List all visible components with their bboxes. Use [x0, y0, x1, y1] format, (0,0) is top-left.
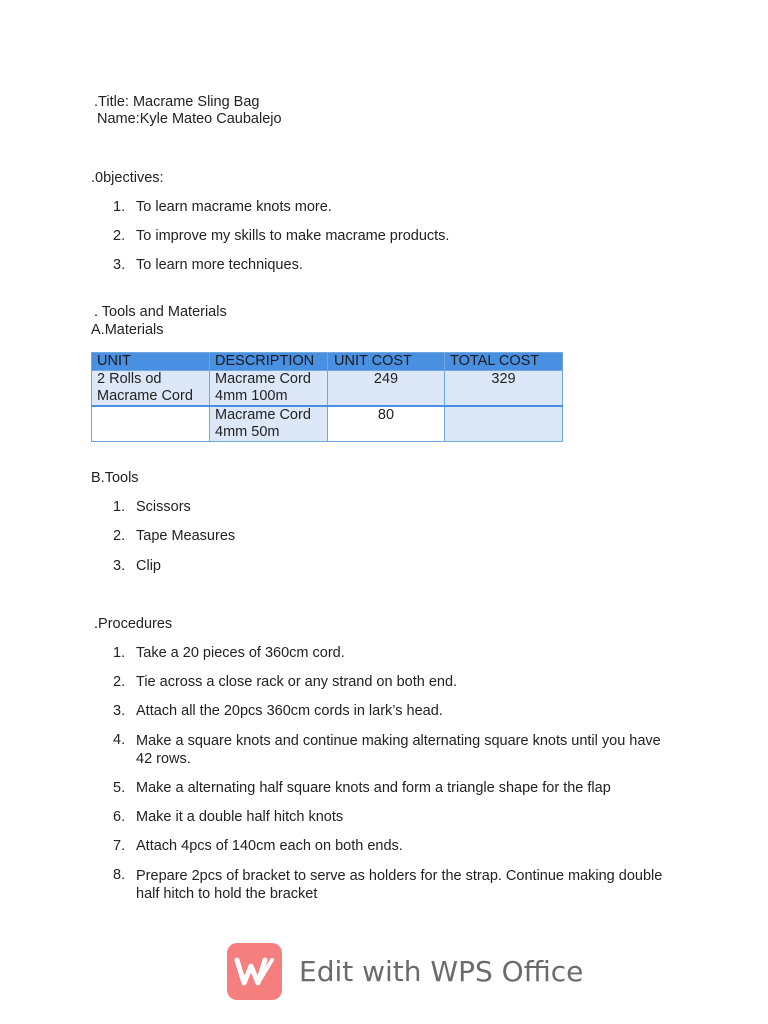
- tools-heading: B.Tools: [91, 470, 139, 486]
- procedures-heading: .Procedures: [94, 616, 173, 632]
- table-cell: [92, 406, 210, 442]
- wps-watermark[interactable]: [227, 943, 584, 1003]
- list-item: 7. Attach 4pcs of 140cm each on both ends.: [113, 838, 403, 854]
- name-line: Name:Kyle Mateo Caubalejo: [97, 111, 282, 127]
- table-cell: Macrame Cord 4mm 100m: [210, 371, 328, 407]
- list-item: 1. Take a 20 pieces of 360cm cord.: [113, 645, 345, 661]
- tools-materials-heading: . Tools and Materials: [94, 304, 227, 320]
- table-row: [92, 406, 563, 442]
- table-row: [92, 371, 563, 407]
- list-item: 5. Make a alternating half square knots and form a triangle shape for the flap: [113, 780, 611, 796]
- column-header: DESCRIPTION: [210, 353, 328, 371]
- list-item: 3. To learn more techniques.: [113, 257, 303, 273]
- tools-list: [91, 499, 235, 587]
- list-item: 3. Attach all the 20pcs 360cm cords in lark’s head.: [113, 703, 443, 719]
- column-header: UNIT COST: [328, 353, 445, 371]
- table-cell: 2 Rolls od Macrame Cord: [92, 371, 210, 407]
- wps-w-icon: [227, 943, 282, 1000]
- column-header: TOTAL COST: [445, 353, 563, 371]
- list-item: 2. To improve my skills to make macrame products.: [113, 228, 450, 244]
- column-header: UNIT: [92, 353, 210, 371]
- table-cell: 80: [328, 406, 445, 442]
- wps-watermark-text: Edit with WPS Office: [299, 955, 584, 988]
- materials-table: [91, 352, 563, 442]
- list-item: 3. Clip: [113, 558, 161, 574]
- list-item: 1. Scissors: [113, 499, 191, 515]
- table-cell: 329: [445, 371, 563, 407]
- table-cell: [445, 406, 563, 442]
- list-item: 2. Tie across a close rack or any strand on both end.: [113, 674, 458, 690]
- table-cell: 249: [328, 371, 445, 407]
- list-item: 6. Make it a double half hitch knots: [113, 809, 344, 825]
- list-item: 4. Make a square knots and continue making alternating square knots until you have 42 rows.: [113, 732, 661, 767]
- list-item: 1. To learn macrame knots more.: [113, 199, 332, 215]
- procedures-list: [91, 645, 662, 907]
- table-cell: Macrame Cord 4mm 50m: [210, 406, 328, 442]
- list-item: 8. Prepare 2pcs of bracket to serve as holders for the strap. Continue making double half hitch to hold the bracket: [113, 867, 663, 902]
- materials-heading: A.Materials: [91, 322, 164, 338]
- list-item: 2. Tape Measures: [113, 528, 236, 544]
- title-line: .Title: Macrame Sling Bag: [94, 94, 260, 110]
- table-header-row: [92, 353, 563, 371]
- objectives-heading: .0bjectives:: [91, 170, 164, 186]
- objectives-list: [91, 199, 449, 286]
